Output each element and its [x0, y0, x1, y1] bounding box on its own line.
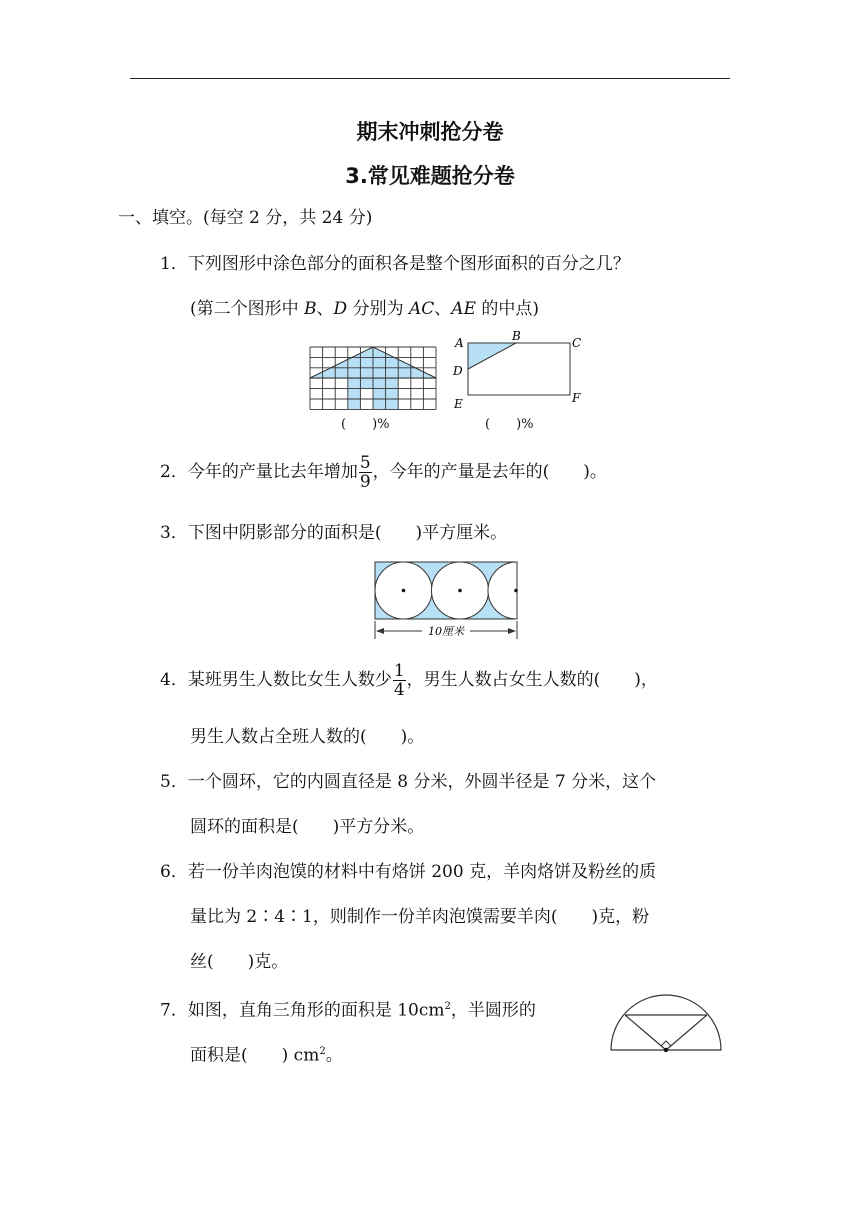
three-circles-figure: [370, 557, 522, 645]
dimension-label: 10厘米: [428, 625, 464, 638]
label-e: E: [454, 397, 463, 411]
arrow-left: [376, 628, 384, 634]
shaded-cell: [373, 399, 386, 409]
shaded-cell: [348, 399, 361, 409]
shaded-cell: [348, 389, 361, 399]
fig1-answer-blank: ( )%: [341, 417, 390, 432]
question-number: 1．: [160, 254, 188, 274]
label-b: B: [512, 330, 521, 343]
question-number: 6．: [160, 862, 188, 882]
section-heading: 一、填空。(每空 2 分，共 24 分): [118, 208, 373, 228]
label-a: A: [455, 336, 464, 350]
center-dot-3: [514, 589, 518, 593]
fraction-5-9: $\frac{5}{9}$: [359, 453, 371, 492]
question-2: 2．今年的产量比去年增加 $\frac{5}{9}$ ，今年的产量是去年的( )。: [160, 453, 607, 492]
semicircle: [611, 995, 721, 1050]
fig2-answer-blank: ( )%: [485, 417, 534, 432]
shaded-cell: [373, 378, 386, 388]
question-text: 下列图形中涂色部分的面积各是整个图形面积的百分之几？: [187, 254, 630, 274]
question-7: 7．如图，直角三角形的面积是 $10cm^2$，半圆形的: [160, 1000, 536, 1021]
semicircle-triangle-figure: [606, 992, 728, 1058]
question-number: 4．: [160, 670, 188, 690]
label-c: C: [572, 336, 582, 350]
exam-title: 期末冲刺抢分卷: [356, 120, 504, 144]
center-dot-2: [458, 589, 462, 593]
question-6-line3: 丝( )克。: [190, 952, 289, 972]
shaded-cell: [360, 378, 373, 388]
shaded-cell: [386, 399, 399, 409]
shaded-cell: [373, 389, 386, 399]
label-f: F: [572, 391, 581, 405]
question-6-line2: 量比为 2∶4∶1，则制作一份羊肉泡馍需要羊肉( )克，粉: [190, 907, 650, 927]
question-number: 3．: [160, 523, 188, 543]
question-1: [160, 252, 630, 276]
question-1-note: (第二个图形中 B、D 分别为 AC、AE 的中点): [190, 299, 540, 319]
question-number: 5．: [160, 772, 188, 792]
exam-subtitle: 3.常见难题抢分卷: [345, 164, 515, 188]
question-number: 7．: [160, 1000, 188, 1021]
header-rule: [130, 78, 730, 79]
label-d: D: [453, 364, 463, 378]
shaded-cell: [386, 389, 399, 399]
question-5: 5．一个圆环，它的内圆直径是 8 分米，外圆半径是 7 分米，这个: [160, 772, 657, 792]
question-number: 2．: [160, 462, 188, 482]
triangle-leg-left: [625, 1015, 666, 1050]
right-angle-mark: [661, 1041, 671, 1046]
center-dot: [664, 1048, 668, 1052]
question-5-line2: 圆环的面积是( )平方分米。: [190, 817, 425, 837]
question-3: 3．下图中阴影部分的面积是( )平方厘米。: [160, 523, 508, 543]
arrow-right: [508, 628, 516, 634]
question-4-line2: 男生人数占全班人数的( )。: [190, 727, 425, 747]
grid-house-figure: [305, 342, 440, 434]
shaded-cell: [386, 378, 399, 388]
center-dot-1: [402, 589, 406, 593]
shaded-cell: [348, 378, 361, 388]
question-7-line2: 面积是( ) $cm^2$。: [190, 1045, 343, 1066]
triangle-leg-right: [666, 1015, 707, 1050]
question-4: 4．某班男生人数比女生人数少 $\frac{1}{4}$ ，男生人数占女生人数的( )，: [160, 661, 658, 700]
rectangle-trapezoid-figure: [450, 330, 590, 434]
question-6: 6．若一份羊肉泡馍的材料中有烙饼 200 克，羊肉烙饼及粉丝的质: [160, 862, 657, 882]
fraction-1-4: $\frac{1}{4}$: [393, 661, 405, 700]
